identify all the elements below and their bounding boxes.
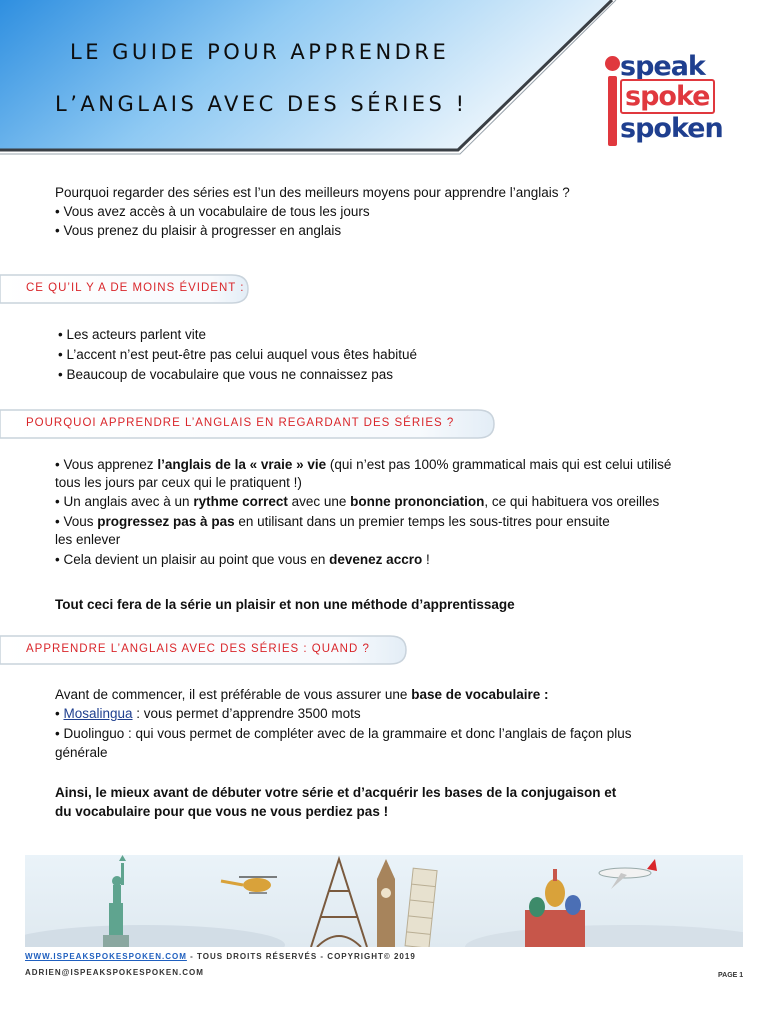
- reason-paragraph: • Cela devient un plaisir au point que vous en devenez accro !: [55, 552, 430, 567]
- reason-paragraph: • Un anglais avec à un rythme correct avec une bonne prononciation, ce qui habituera vos oreilles: [55, 494, 660, 509]
- when-conclusion: du vocabulaire pour que vous ne vous perdiez pas !: [55, 804, 389, 819]
- logo-word-speak: speak: [620, 51, 705, 82]
- footer-copyright: WWW.ISPEAKSPOKESPOKEN.COM - TOUS DROITS RÉSERVÉS - COPYRIGHT© 2019: [25, 952, 416, 961]
- reason-paragraph: tous les jours par ceux qui le pratiquent !): [55, 475, 302, 490]
- reason-paragraph: les enlever: [55, 532, 121, 547]
- intro-point: • Vous avez accès à un vocabulaire de tous les jours: [55, 204, 370, 219]
- ispeakspokespoken-logo: [598, 50, 728, 150]
- section-heading-bar: [0, 408, 500, 440]
- logo-word-spoke: spoke: [620, 82, 715, 112]
- page-title-line1: LE GUIDE POUR APPRENDRE: [70, 40, 450, 64]
- section-conclusion: Tout ceci fera de la série un plaisir et non une méthode d’apprentissage: [55, 597, 515, 612]
- intro-point: • Vous prenez du plaisir à progresser en anglais: [55, 223, 342, 238]
- logo-i-glyph: [602, 56, 616, 142]
- section-heading: POURQUOI APPRENDRE L’ANGLAIS EN REGARDANT DES SÉRIES ?: [26, 417, 455, 429]
- list-item: • Beaucoup de vocabulaire que vous ne connaissez pas: [58, 367, 393, 382]
- reason-paragraph: • Vous apprenez l’anglais de la « vraie » vie (qui n’est pas 100% grammatical mais qui est celui utilisé: [55, 457, 672, 472]
- when-intro: Avant de commencer, il est préférable de vous assurer une base de vocabulaire :: [55, 687, 549, 702]
- resource-item: • Duolinguo : qui vous permet de compléter avec de la grammaire et donc l’anglais de façon plus: [55, 726, 632, 741]
- section-heading: CE QU’IL Y A DE MOINS ÉVIDENT :: [26, 282, 245, 294]
- section-heading-bar: [0, 273, 260, 305]
- landmarks-illustration: [25, 855, 743, 947]
- list-item: • Les acteurs parlent vite: [58, 327, 207, 342]
- intro-question: Pourquoi regarder des séries est l’un des meilleurs moyens pour apprendre l’anglais ?: [55, 185, 570, 200]
- section-heading: APPRENDRE L’ANGLAIS AVEC DES SÉRIES : QUAND ?: [26, 643, 370, 655]
- page-number: PAGE 1: [718, 972, 744, 979]
- resource-item: générale: [55, 745, 108, 760]
- reason-paragraph: • Vous progressez pas à pas en utilisant dans un premier temps les sous-titres pour ensuite: [55, 514, 610, 529]
- header-banner: [0, 0, 768, 170]
- page-title-line2: L’ANGLAIS AVEC DES SÉRIES !: [55, 92, 468, 116]
- list-item: • L’accent n’est peut-être pas celui auquel vous êtes habitué: [58, 347, 417, 362]
- mosalingua-link[interactable]: Mosalingua: [63, 706, 133, 721]
- section-heading-bar: [0, 634, 412, 666]
- logo-word-spoken: spoken: [620, 113, 723, 144]
- resource-item: • Mosalingua : vous permet d’apprendre 3500 mots: [55, 706, 361, 721]
- when-conclusion: Ainsi, le mieux avant de débuter votre série et d’acquérir les bases de la conjugaison et: [55, 785, 617, 800]
- website-link[interactable]: WWW.ISPEAKSPOKESPOKEN.COM: [25, 952, 187, 961]
- footer-email[interactable]: ADRIEN@ISPEAKSPOKESPOKEN.COM: [25, 968, 204, 977]
- landmarks-banner: [25, 855, 743, 947]
